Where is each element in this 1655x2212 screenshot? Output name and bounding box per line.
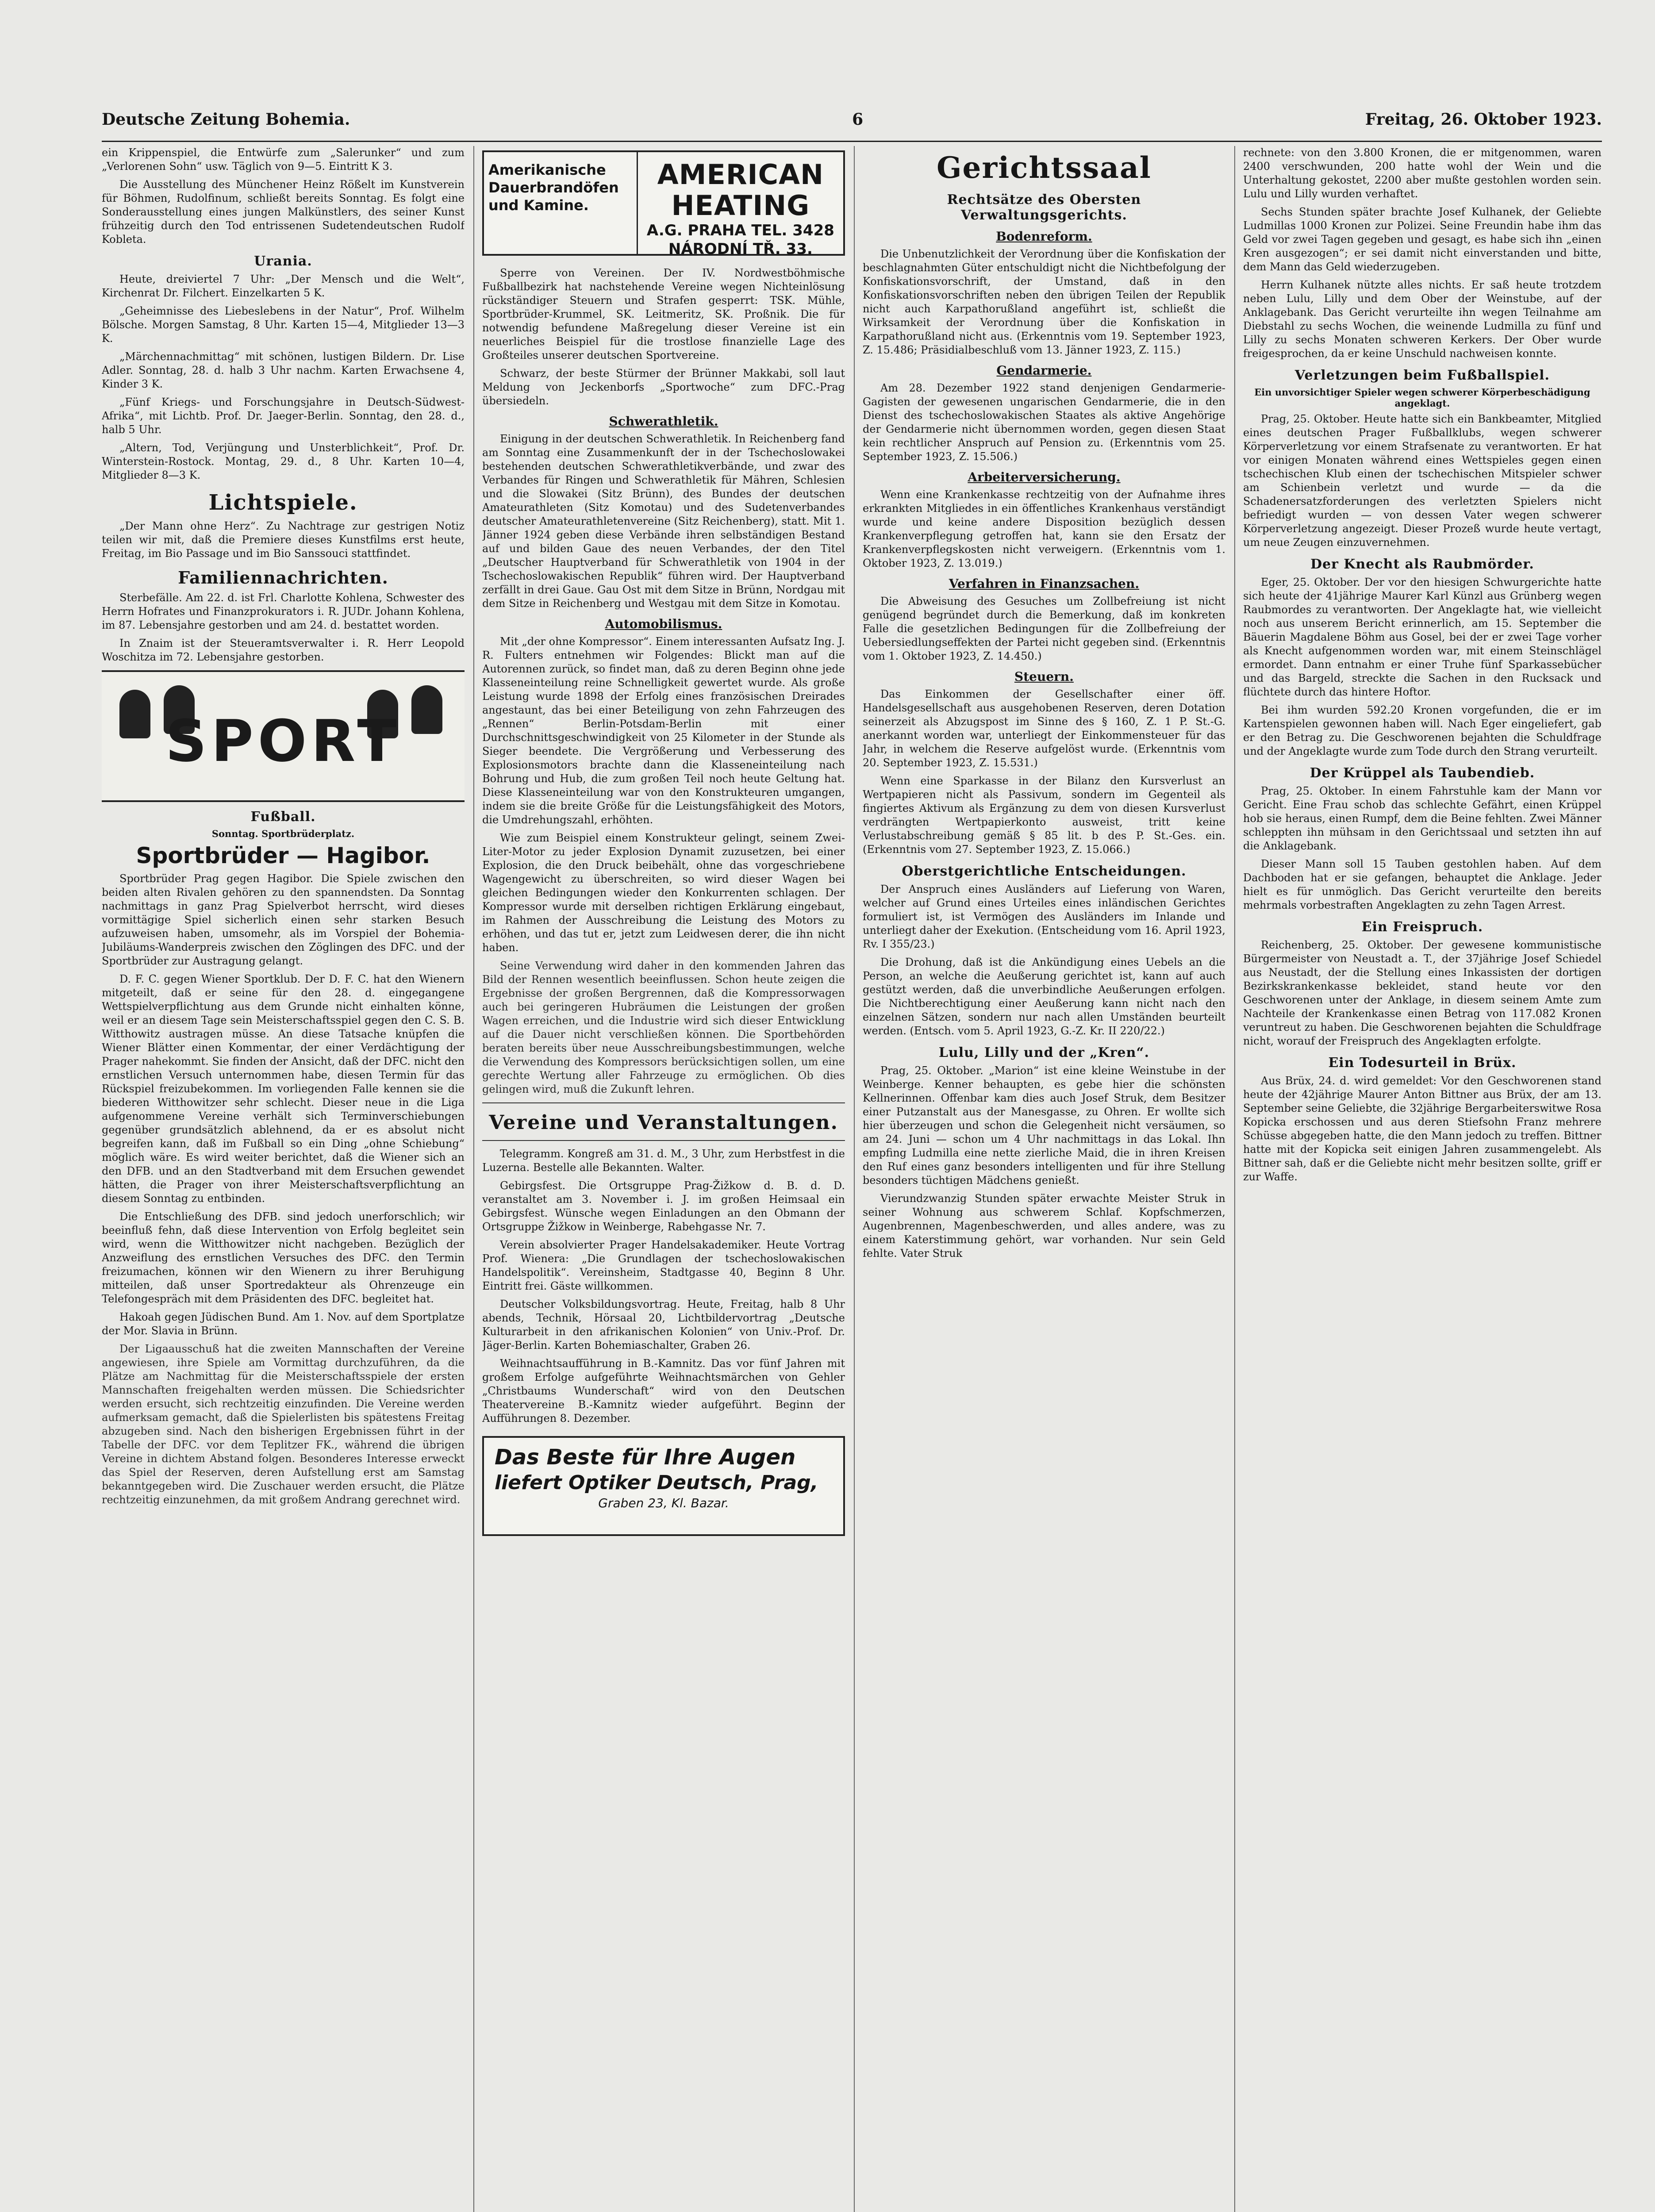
article-paragraph: Dieser Mann soll 15 Tauben gestohlen haben. Auf dem Dachboden hat er sie gefangen, behauptet die Anklage. Jeder hielt es für unmöglich. Das Gericht verurteilte den bereits mehrmals vorbestraften Angeklagten zu zehn Tagen Arrest. bbox=[1243, 858, 1601, 911]
header-masthead: Deutsche Zeitung Bohemia. bbox=[102, 110, 350, 129]
column-divider bbox=[1234, 146, 1235, 2212]
article-paragraph: Die Unbenutzlichkeit der Verordnung über die Konfiskation der beschlagnahmten Güter entschuldigt nicht die Nichtbefolgung der Konfiskationsvorschrift, der Umstand, daß in den Konfiskationsvorschriften neben den übrigen Teilen der Republik nicht auch Karpathorußland angeführt ist, schließt die Wirksamkeit der Verordnung über die Konfiskation in Karpathorußland nicht aus. (Erkenntnis vom 19. September 1923, Z. 15.486; Präsidialbeschluß vom 13. Jänner 1923, Z. 115.) bbox=[863, 248, 1225, 356]
article-paragraph: Der Ligaausschuß hat die zweiten Mannschaften der Vereine angewiesen, ihre Spiele am Vormittag durchzuführen, da die Plätze am Nachmittag für die Meisterschaftsspiele der ersten Mannschaften freigehalten werden müssen. Die Schiedsrichter werden ersucht, sich rechtzeitig einzufinden. Die Vereine werden aufmerksam gemacht, daß die Spielerlisten bis spätestens Freitag abzugeben sind. Nach den bisherigen Ergebnissen führt in der Tabelle der DFC. vor dem Teplitzer FK., während die übrigen Vereine in dichtem Abstand folgen. Besonderes Interesse erweckt das Spiel der Reserven, deren Aufstellung erst am Samstag bekanntgegeben wird. Die Zuschauer werden ersucht, die Plätze rechtzeitig einzunehmen, da mit großem Andrang gerechnet wird. bbox=[102, 1343, 465, 1506]
column-divider bbox=[473, 146, 474, 2212]
article-paragraph: Herrn Kulhanek nützte alles nichts. Er saß heute trotzdem neben Lulu, Lilly und dem Ober der Weinstube, auf der Anklagebank. Das Gericht verurteilte ihn wegen Teilnahme am Diebstahl zu sechs Wochen, die weinende Ludmilla zu fünf und Lilly zu sechs Monaten schweren Kerkers. Der Ober wurde freigesprochen, da er keine Unschuld nachweisen konnte. bbox=[1243, 279, 1601, 360]
article-paragraph: Aus Brüx, 24. d. wird gemeldet: Vor den Geschworenen stand heute der 42jährige Maurer Anton Bittner aus Brüx, der am 13. September seine Geliebte, die 32jährige Bergarbeiterswitwe Rosa Kopicka erschossen und aus deren Stiefsohn Franz mehrere Schüsse abgegeben hatte, die den Mann jedoch zu treffen. Bittner hatte mit der Kopicka seit einigen Jahren zusammengelebt. Als Bittner sah, daß er die Geliebte nicht mehr besitzen sollte, griff er zur Waffe. bbox=[1243, 1075, 1601, 1183]
article-paragraph: Sterbefälle. Am 22. d. ist Frl. Charlotte Kohlena, Schwester des Herrn Hofrates und Finanzprokurators i. R. JUDr. Johann Kohlena, im 87. Lebensjahre gestorben und am 24. d. bestattet worden. bbox=[102, 591, 465, 631]
section-heading-urania: Urania. bbox=[254, 253, 312, 269]
section-heading-gerichtssaal: Gerichtssaal bbox=[937, 150, 1152, 185]
article-paragraph: Hakoah gegen Jüdischen Bund. Am 1. Nov. auf dem Sportplatze der Mor. Slavia in Brünn. bbox=[102, 1311, 465, 1337]
headline-sportbrueder-hagibor: Sportbrüder — Hagibor. bbox=[136, 843, 430, 868]
headline-todesurteil: Ein Todesurteil in Brüx. bbox=[1328, 1055, 1517, 1071]
article-paragraph: Sechs Stunden später brachte Josef Kulhanek, der Geliebte Ludmillas 1000 Kronen zur Polizei. Seine Freundin habe ihm das Geld vor zwei Tagen gegeben und gesagt, es habe sich ihn „einen Kren ausgezogen“; er sei damit nicht einverstanden und bitte, dem Mann das Geld wiederzugeben. bbox=[1243, 206, 1601, 273]
article-paragraph: Wenn eine Krankenkasse rechtzeitig von der Aufnahme ihres erkrankten Mitgliedes in ein öffentliches Krankenhaus verständigt wurde und keine andere Disposition bezüglich dessen Krankenverpflegung getroffen hat, kann sie den Ersatz der Krankenverpflegskosten nicht verweigern. (Erkenntnis vom 1. Oktober 1923, Z. 13.019.) bbox=[863, 488, 1225, 569]
sport-banner-title: SPORT bbox=[165, 707, 401, 775]
article-paragraph: Der Anspruch eines Ausländers auf Lieferung von Waren, welcher auf Grund eines Urteiles eines inländischen Gerichtes formuliert ist, ist Vermögen des Ausländers im Inlande und unterliegt daher der Exekution. (Entscheidung vom 16. April 1923, Rv. I 355/23.) bbox=[863, 883, 1225, 950]
article-paragraph: Die Abweisung des Gesuches um Zollbefreiung ist nicht genügend begründet durch die Bemerkung, daß im konkreten Falle die gesetzlichen Bedingungen für die Zollbefreiung der Uebersiedlungseffekten der Partei nicht gegeben sind. (Erkenntnis vom 1. Oktober 1923, Z. 14.450.) bbox=[863, 595, 1225, 662]
column-1 bbox=[102, 146, 465, 2212]
article-paragraph: ein Krippenspiel, die Entwürfe zum „Salerunker“ und zum „Verlorenen Sohn“ usw. Täglich von 9—5. Eintritt K 3. bbox=[102, 146, 465, 173]
article-paragraph: rechnete: von den 3.800 Kronen, die er mitgenommen, waren 2400 verschwunden, 200 hatte wohl der Wein und die Unterhaltung gekostet, 2200 aber mußte gestohlen worden sein. Lulu und Lilly wurden verhaftet. bbox=[1243, 146, 1601, 200]
article-paragraph: Prag, 25. Oktober. „Marion“ ist eine kleine Weinstube in der Weinberge. Kenner behaupten, es gebe hier die schönsten Kellnerinnen. Offenbar kam dies auch Josef Struk, dem Besitzer einer Putzanstalt aus der Manesgasse, zu Ohren. Er wollte sich hier überzeugen und schon die Gelegenheit nicht versäumen, so am 24. Juni — schon um 4 Uhr nachmittags in das Lokal. Ihn empfing Ludmilla eine nette zierliche Maid, die in ihren Kreisen den Ruf eines ganz besonders intelligenten und für ihre Stellung besonders tüchtigen Mädchens genießt. bbox=[863, 1064, 1225, 1187]
article-paragraph: Die Ausstellung des Münchener Heinz Rößelt im Kunstverein für Böhmen, Rudolfinum, schließt bereits Sonntag. Es folgt eine Sonderausstellung eines jungen Malkünstlers, des seiner Kunst frühzeitig durch den Tod entrissenen Sudetendeutschen Rudolf Kobleta. bbox=[102, 178, 465, 246]
article-paragraph: Sperre von Vereinen. Der IV. Nordwestböhmische Fußballbezirk hat nachstehende Vereine wegen Nichteinlösung rückständiger Steuern und Strafen gesperrt: TSK. Mühle, Sportbrüder-Krummel, SK. Leitmeritz, SK. Proßnik. Die für notwendig befundene Maßregelung dieser Vereine ist ein neuerliches Beispiel für die trostlose finanzielle Lage des Großteiles unserer deutschen Sportvereine. bbox=[482, 267, 845, 361]
section-heading-vereine: Vereine und Veranstaltungen. bbox=[489, 1111, 838, 1134]
advertisement-american-heating bbox=[482, 150, 845, 256]
column-divider bbox=[854, 146, 855, 2212]
ad-address: Graben 23, Kl. Bazar. bbox=[598, 1496, 729, 1510]
column-4 bbox=[1243, 146, 1601, 2212]
section-heading-automobilismus: Automobilismus. bbox=[605, 617, 722, 631]
article-paragraph: Das Einkommen der Gesellschafter einer öff. Handelsgesellschaft aus ausgehobenen Reserven, deren Dotation seinerzeit als Abzugspost im Sinne des § 160, Z. 1 P. St.-G. anerkannt worden war, unterliegt der Einkommensteuer für das Jahr, in welchem die Reserve aufgelöst wurde. (Erkenntnis vom 20. September 1923, Z. 15.531.) bbox=[863, 688, 1225, 769]
section-heading-fussball: Fußball. bbox=[250, 809, 316, 825]
article-paragraph: Am 28. Dezember 1922 stand denjenigen Gendarmerie-Gagisten der gewesenen ungarischen Gendarmerie, die in den Dienst des tschechoslowakischen Staates als aktive Angehörige der Gendarmerie nicht übernommen worden, gegen diesen Staat kein rechtlicher Anspruch auf Pension zu. (Erkenntnis vom 25. September 1923, Z. 15.506.) bbox=[863, 382, 1225, 463]
header-rule bbox=[102, 141, 1602, 142]
ad-slogan: Das Beste für Ihre Augen bbox=[495, 1445, 796, 1470]
article-paragraph: Prag, 25. Oktober. In einem Fahrstuhle kam der Mann vor Gericht. Eine Frau schob das schlechte Gefährt, einen Krüppel hob sie heraus, einen Rumpf, dem die Beine fehlten. Zwei Männer schleppten ihn mühsam in den Gerichtssaal und setzten ihn auf die Anklagebank. bbox=[1243, 785, 1601, 852]
section-heading-schwerathletik: Schwerathletik. bbox=[609, 414, 718, 429]
ad-address: A.G. PRAHA TEL. 3428 bbox=[646, 222, 834, 239]
article-paragraph: Schwarz, der beste Stürmer der Brünner Makkabi, soll laut Meldung von Jeckenborfs „Sportwoche“ zum DFC.-Prag übersiedeln. bbox=[482, 367, 845, 407]
subheading: Sonntag. Sportbrüderplatz. bbox=[211, 828, 355, 839]
ad-brand: AMERICAN HEATING bbox=[657, 158, 824, 222]
article-paragraph: Wie zum Beispiel einem Konstrukteur gelingt, seinem Zwei-Liter-Motor zu jeder Explosion Dynamit zuzusetzen, bei einer Explosion, die den Druck beibehält, ohne das vorgeschriebene Wagengewicht zu überschreiten, so wird dieser Wagen bei gleichen Bedingungen wieder den Konkurrenten schlagen. Der Kompressor wurde mit derselben richtigen Erklärung eingebaut, im Rahmen der Ausschreibung die Leistung des Motors zu erhöhen, und das tut er, jetzt zum Leidwesen derer, die ihn nicht haben. bbox=[482, 832, 845, 954]
article-paragraph: Bei ihm wurden 592.20 Kronen vorgefunden, die er im Kartenspielen gewonnen haben will. Nach Eger eingeliefert, gab er den Betrag zu. Die Geschworenen bejahten die Schuldfrage und der Angeklagte wurde zum Tode durch den Strang verurteilt. bbox=[1243, 704, 1601, 757]
article-paragraph: Weihnachtsaufführung in B.-Kamnitz. Das vor fünf Jahren mit großem Erfolge aufgeführte Weihnachtsmärchen von Gehler „Christbaums Wunderschaft“ wird von den Deutschen Theatervereine B.-Kamnitz wieder aufgeführt. Beginn der Aufführungen 8. Dezember. bbox=[482, 1357, 845, 1425]
headline-freispruch: Ein Freispruch. bbox=[1361, 919, 1483, 935]
subsection-heading: Verfahren in Finanzsachen. bbox=[948, 576, 1140, 591]
article-paragraph: „Märchennachmittag“ mit schönen, lustigen Bildern. Dr. Lise Adler. Sonntag, 28. d. halb 3 Uhr nachm. Karten Erwachsene 4, Kinder 3 K. bbox=[102, 350, 465, 390]
section-heading-familiennachrichten: Familiennachrichten. bbox=[178, 568, 388, 588]
subsection-heading: Bodenreform. bbox=[996, 229, 1092, 244]
article-paragraph: D. F. C. gegen Wiener Sportklub. Der D. F. C. hat den Wienern mitgeteilt, daß er seine für den 28. d. eingegangene Wettspielverpflichtung aus dem Grunde nicht einhalten könne, weil er an diesem Tage sein Meisterschaftsspiel gegen den C. S. B. Witthowitz austragen müsse. An diese Tatsache knüpfen die Wiener Blätter einen Kommentar, der einer Verdächtigung der Prager nahekommt. Sie finden der Ansicht, daß der DFC. nicht den ernstlichen Versuch unternommen habe, diesen Termin für das Rückspiel freizubekommen. Im vorliegenden Falle kennen sie die biederen Witthowitzer sehr schlecht. Dieser neue in die Liga aufgenommene Vereine verhält sich Terminverschiebungen gegenüber grundsätzlich ablehnend, da er es absolut nicht begreifen kann, daß im Fußball so ein Ding „ohne Schiebung“ möglich wäre. Es wird weiter berichtet, daß die Wiener sich an den DFB. und an den Stadtverband mit dem Ersuchen gewendet hätten, die Prager von ihrer Meisterschaftsverpflichtung an diesem Sonntag zu entbinden. bbox=[102, 973, 465, 1205]
article-paragraph: Verein absolvierter Prager Handelsakademiker. Heute Vortrag Prof. Wienera: „Die Grundlagen der tschechoslowakischen Handelspolitik“. Vereinsheim, Stadtgasse 40, Beginn 8 Uhr. Eintritt frei. Gäste willkommen. bbox=[482, 1239, 845, 1292]
page-header bbox=[102, 104, 1602, 135]
article-paragraph: In Znaim ist der Steueramtsverwalter i. R. Herr Leopold Woschitza im 72. Lebensjahre gestorben. bbox=[102, 637, 465, 663]
subsection-heading: Steuern. bbox=[1014, 669, 1074, 684]
header-date: Freitag, 26. Oktober 1923. bbox=[1365, 110, 1602, 129]
headline-kruppel-taubendieb: Der Krüppel als Taubendieb. bbox=[1309, 765, 1535, 781]
article-paragraph: Prag, 25. Oktober. Heute hatte sich ein Bankbeamter, Mitglied eines deutschen Prager Fußballklubs, wegen schwerer Körperverletzung vor einem Strafsenate zu verantworten. Er hat vor einigen Monaten während eines Wettspieles gegen einen tschechischen Klub einen der tschechischen Mitspieler schwer am Schienbein verletzt und wurde — da die Schadenersatzforderungen des verletzten Spielers nicht befriedigt wurden — von dessen Vater wegen schwerer Körperverletzung angezeigt. Dieser Prozeß wurde heute vertagt, um neue Zeugen einzuvernehmen. bbox=[1243, 413, 1601, 549]
sport-banner-illustration bbox=[102, 670, 465, 802]
article-paragraph: „Der Mann ohne Herz“. Zu Nachtrage zur gestrigen Notiz teilen wir mit, daß die Premiere dieses Kunstfilms erst heute, Freitag, im Bio Passage und im Bio Sanssouci stattfindet. bbox=[102, 520, 465, 560]
section-heading-oberstgerichtliche: Oberstgerichtliche Entscheidungen. bbox=[902, 864, 1187, 879]
article-paragraph: Gebirgsfest. Die Ortsgruppe Prag-Žižkow d. B. d. D. veranstaltet am 3. November i. J. im großen Heimsaal ein Gebirgsfest. Wünsche wegen Einladungen an den Obmann der Ortsgruppe Žižkow in Weinberge, Rabehgasse Nr. 7. bbox=[482, 1179, 845, 1233]
article-paragraph: Deutscher Volksbildungsvortrag. Heute, Freitag, halb 8 Uhr abends, Technik, Hörsaal 20, Lichtbildervortrag „Deutsche Kulturarbeit in den afrikanischen Kolonien“ von Univ.-Prof. Dr. Jäger-Berlin. Karten Bohemiaschalter, Graben 26. bbox=[482, 1298, 845, 1352]
subheading: Rechtsätze des Obersten Verwaltungsgerichts. bbox=[947, 192, 1141, 223]
article-paragraph: Heute, dreiviertel 7 Uhr: „Der Mensch und die Welt“, Kirchenrat Dr. Filchert. Einzelkarten 5 K. bbox=[102, 273, 465, 299]
subheading: Ein unvorsichtiger Spieler wegen schwerer Körperbeschädigung angeklagt. bbox=[1254, 387, 1590, 409]
article-paragraph: „Fünf Kriegs- und Forschungsjahre in Deutsch-Südwest-Afrika“, mit Lichtb. Prof. Dr. Jaeger-Berlin. Sonntag, den 28. d., halb 5 Uhr. bbox=[102, 396, 465, 436]
column-2 bbox=[482, 146, 845, 2212]
article-paragraph: „Altern, Tod, Verjüngung und Unsterblichkeit“, Prof. Dr. Winterstein-Rostock. Montag, 29. d., 8 Uhr. Karten 10—4, Mitglieder 8—3 K. bbox=[102, 442, 465, 481]
article-paragraph: Reichenberg, 25. Oktober. Der gewesene kommunistische Bürgermeister von Neustadt a. T., der 37jährige Josef Schiedel aus Neustadt, der die Stellung eines Inkassisten der dortigen Bezirkskrankenkasse bekleidet, stand heute vor den Geschworenen unter der Anklage, in diesem seinem Amte zum Nachteile der Krankenkasse einen Betrag von 117.082 Kronen veruntreut zu haben. Die Geschworenen bejahten die Schuldfrage nicht, worauf der Freispruch des Angeklagten erfolgte. bbox=[1243, 939, 1601, 1047]
advertisement-optiker-deutsch bbox=[482, 1436, 845, 1536]
headline-knecht-raubmoerder: Der Knecht als Raubmörder. bbox=[1310, 557, 1534, 572]
article-paragraph: Telegramm. Kongreß am 31. d. M., 3 Uhr, zum Herbstfest in die Luzerna. Bestelle alle Bekannten. Walter. bbox=[482, 1148, 845, 1174]
subsection-heading: Gendarmerie. bbox=[996, 363, 1092, 378]
article-paragraph: Vierundzwanzig Stunden später erwachte Meister Struk in seiner Wohnung aus schwerem Schlaf. Kopfschmerzen, Augenbrennen, Magenbeschwerden, und alles andere, was zu einem Katerstimmung gehört, war vorhanden. Nur sein Geld fehlte. Vater Struk bbox=[863, 1192, 1225, 1260]
article-paragraph: Die Entschließung des DFB. sind jedoch unerforschlich; wir beeinfluß fehn, daß diese Intervention von Erfolg begleitet sein wird, wenn die Witthowitzer nicht nachgeben. Bezüglich der Anzweiflung des ernstlichen Versuches des DFC. den Termin freizumachen, können wir den Wienern zu ihrer Beruhigung mitteilen, daß unser Sportredakteur als Ohrenzeuge ein Telefongespräch mit dem Präsidenten des DFC. begleitet hat. bbox=[102, 1210, 465, 1305]
article-paragraph: Wenn eine Sparkasse in der Bilanz den Kursverlust an Wertpapieren nicht als Passivum, sondern im Gegenteil als fingiertes Aktivum als Ergänzung zu dem von diesen Kursverlust verdrängten Wertpapierkonto ausweist, tritt keine Verlustabschreibung gemäß § 85 lit. b des P. St.-Ges. ein. (Erkenntnis vom 27. September 1923, Z. 15.066.) bbox=[863, 775, 1225, 856]
article-paragraph: Einigung in der deutschen Schwerathletik. In Reichenberg fand am Sonntag eine Zusammenkunft der in der Tschechoslowakei bestehenden deutschen Schwerathletikverbände, und zwar des Verbandes für Ringen und Schwerathletik für Mähren, Schlesien und die Slowakei (Sitz Brünn), des Bundes der deutschen Amateurathleten (Sitz Komotau) und des Sudetenverbandes deutscher Amateurathletenvereine (Sitz Reichenberg), statt. Mit 1. Jänner 1924 geben diese Verbände ihren selbständigen Bestand auf und bilden Gaue des neuen Verbandes, der den Titel „Deutscher Hauptverband für Schwerathletik von 1904 in der Tschechoslowakischen Republik“ führen wird. Der Hauptverband zerfällt in drei Gaue. Gau Ost mit dem Sitze in Brünn, Nordgau mit dem Sitze in Reichenberg und Westgau mit dem Sitze in Komotau. bbox=[482, 433, 845, 610]
subsection-heading: Arbeiterversicherung. bbox=[968, 470, 1121, 484]
article-paragraph: Eger, 25. Oktober. Der vor den hiesigen Schwurgerichte hatte sich heute der 41jährige Maurer Karl Künzl aus Grünberg wegen Raubmordes zu verantworten. Der Angeklagte hat, wie vielleicht noch aus unserem Bericht erinnerlich, am 15. September die Bäuerin Magdalene Böhm aus Gosel, bei der er zwei Tage vorher als Knecht aufgenommen worden war, mit einem Steinschlägel ermordet. Dann entnahm er einer Truhe fünf Sparkassebücher und das Bargeld, streckte die Sachen in den Rucksack und flüchtete durch das hintere Hoftor. bbox=[1243, 576, 1601, 698]
headline-fussballverletzung: Verletzungen beim Fußballspiel. bbox=[1294, 368, 1550, 383]
ad-text: Amerikanische Dauerbrandöfen und Kamine. bbox=[484, 152, 638, 254]
article-paragraph: „Geheimnisse des Liebeslebens in der Natur“, Prof. Wilhelm Bölsche. Morgen Samstag, 8 Uhr. Karten 15—4, Mitglieder 13—3 K. bbox=[102, 305, 465, 345]
article-paragraph: Mit „der ohne Kompressor“. Einem interessanten Aufsatz Ing. J. R. Fulters entnehmen wir Folgendes: Blickt man auf die Autorennen zurück, so findet man, daß zu deren Beginn ohne jede Klasseneinteilung reine Schnelligkeit gewertet wurde. Als große Leistung wurde 1898 der Erfolg eines französischen Dreirades angestaunt, das bei einer Beteiligung von zehn Fahrzeugen des „Rennen“ Berlin-Potsdam-Berlin mit einer Durchschnittsgeschwindigkeit von 25 Kilometer in der Stunde als Sieger beendete. Die Vergrößerung und Verbesserung des Explosionsmotors brachte dann die Klasseneinteilung nach Bohrung und Hub, die zum großen Teil noch heute Geltung hat. Diese Klasseneinteilung war von den Konstrukteuren umgangen, indem sie die breite Größe für die Leistungsfähigkeit des Motors, die Umdrehungszahl, erhöhten. bbox=[482, 635, 845, 826]
headline-lulu-lilly: Lulu, Lilly und der „Kren“. bbox=[938, 1045, 1150, 1060]
article-paragraph: Die Drohung, daß ist die Ankündigung eines Uebels an die Person, an welche die Aeußerung gerichtet ist, kann auf auch gestützt werden, daß die unverbindliche Aeußerungen erfolgen. Die Nichtberechtigung einer Aeußerung kann nicht nach den einzelnen Sätzen, sondern nur nach allen Umständen beurteilt werden. (Entsch. vom 5. April 1923, G.-Z. Kr. II 220/22.) bbox=[863, 956, 1225, 1037]
article-paragraph: Seine Verwendung wird daher in den kommenden Jahren das Bild der Rennen wesentlich beeinflussen. Schon heute zeigen die Ergebnisse der großen Bergrennen, daß die Kompressorwagen auch bei geringeren Hubräumen die Leistungen der großen Wagen erreichen, und die Industrie wird sich dieser Entwicklung auf die Dauer nicht verschließen können. Die Sportbehörden beraten bereits über neue Ausschreibungsbestimmungen, welche die Verwendung des Kompressors berücksichtigen sollen, um eine gerechte Wertung aller Fahrzeuge zu ermöglichen. Ob dies gelingen wird, muß die Zukunft lehren. bbox=[482, 960, 845, 1095]
column-3 bbox=[863, 146, 1225, 2212]
section-heading-lichtspiele: Lichtspiele. bbox=[208, 490, 358, 515]
ad-address: NÁRODNÍ TŘ. 33. bbox=[668, 240, 813, 258]
ad-brand: liefert Optiker Deutsch, Prag, bbox=[495, 1471, 818, 1494]
page-number: 6 bbox=[852, 110, 864, 129]
article-paragraph: Sportbrüder Prag gegen Hagibor. Die Spiele zwischen den beiden alten Rivalen gehören zu den spannendsten. Da Sonntag nachmittags in ganz Prag Spielverbot herrscht, wird dieses vormittägige Spiel sicherlich einen sehr starken Besuch aufzuweisen haben, umsomehr, als im Vorspiel der Bohemia-Jubiläums-Wanderpreis zwischen den Zöglingen des DFC. und der Sportbrüder zur Austragung gelangt. bbox=[102, 872, 465, 967]
